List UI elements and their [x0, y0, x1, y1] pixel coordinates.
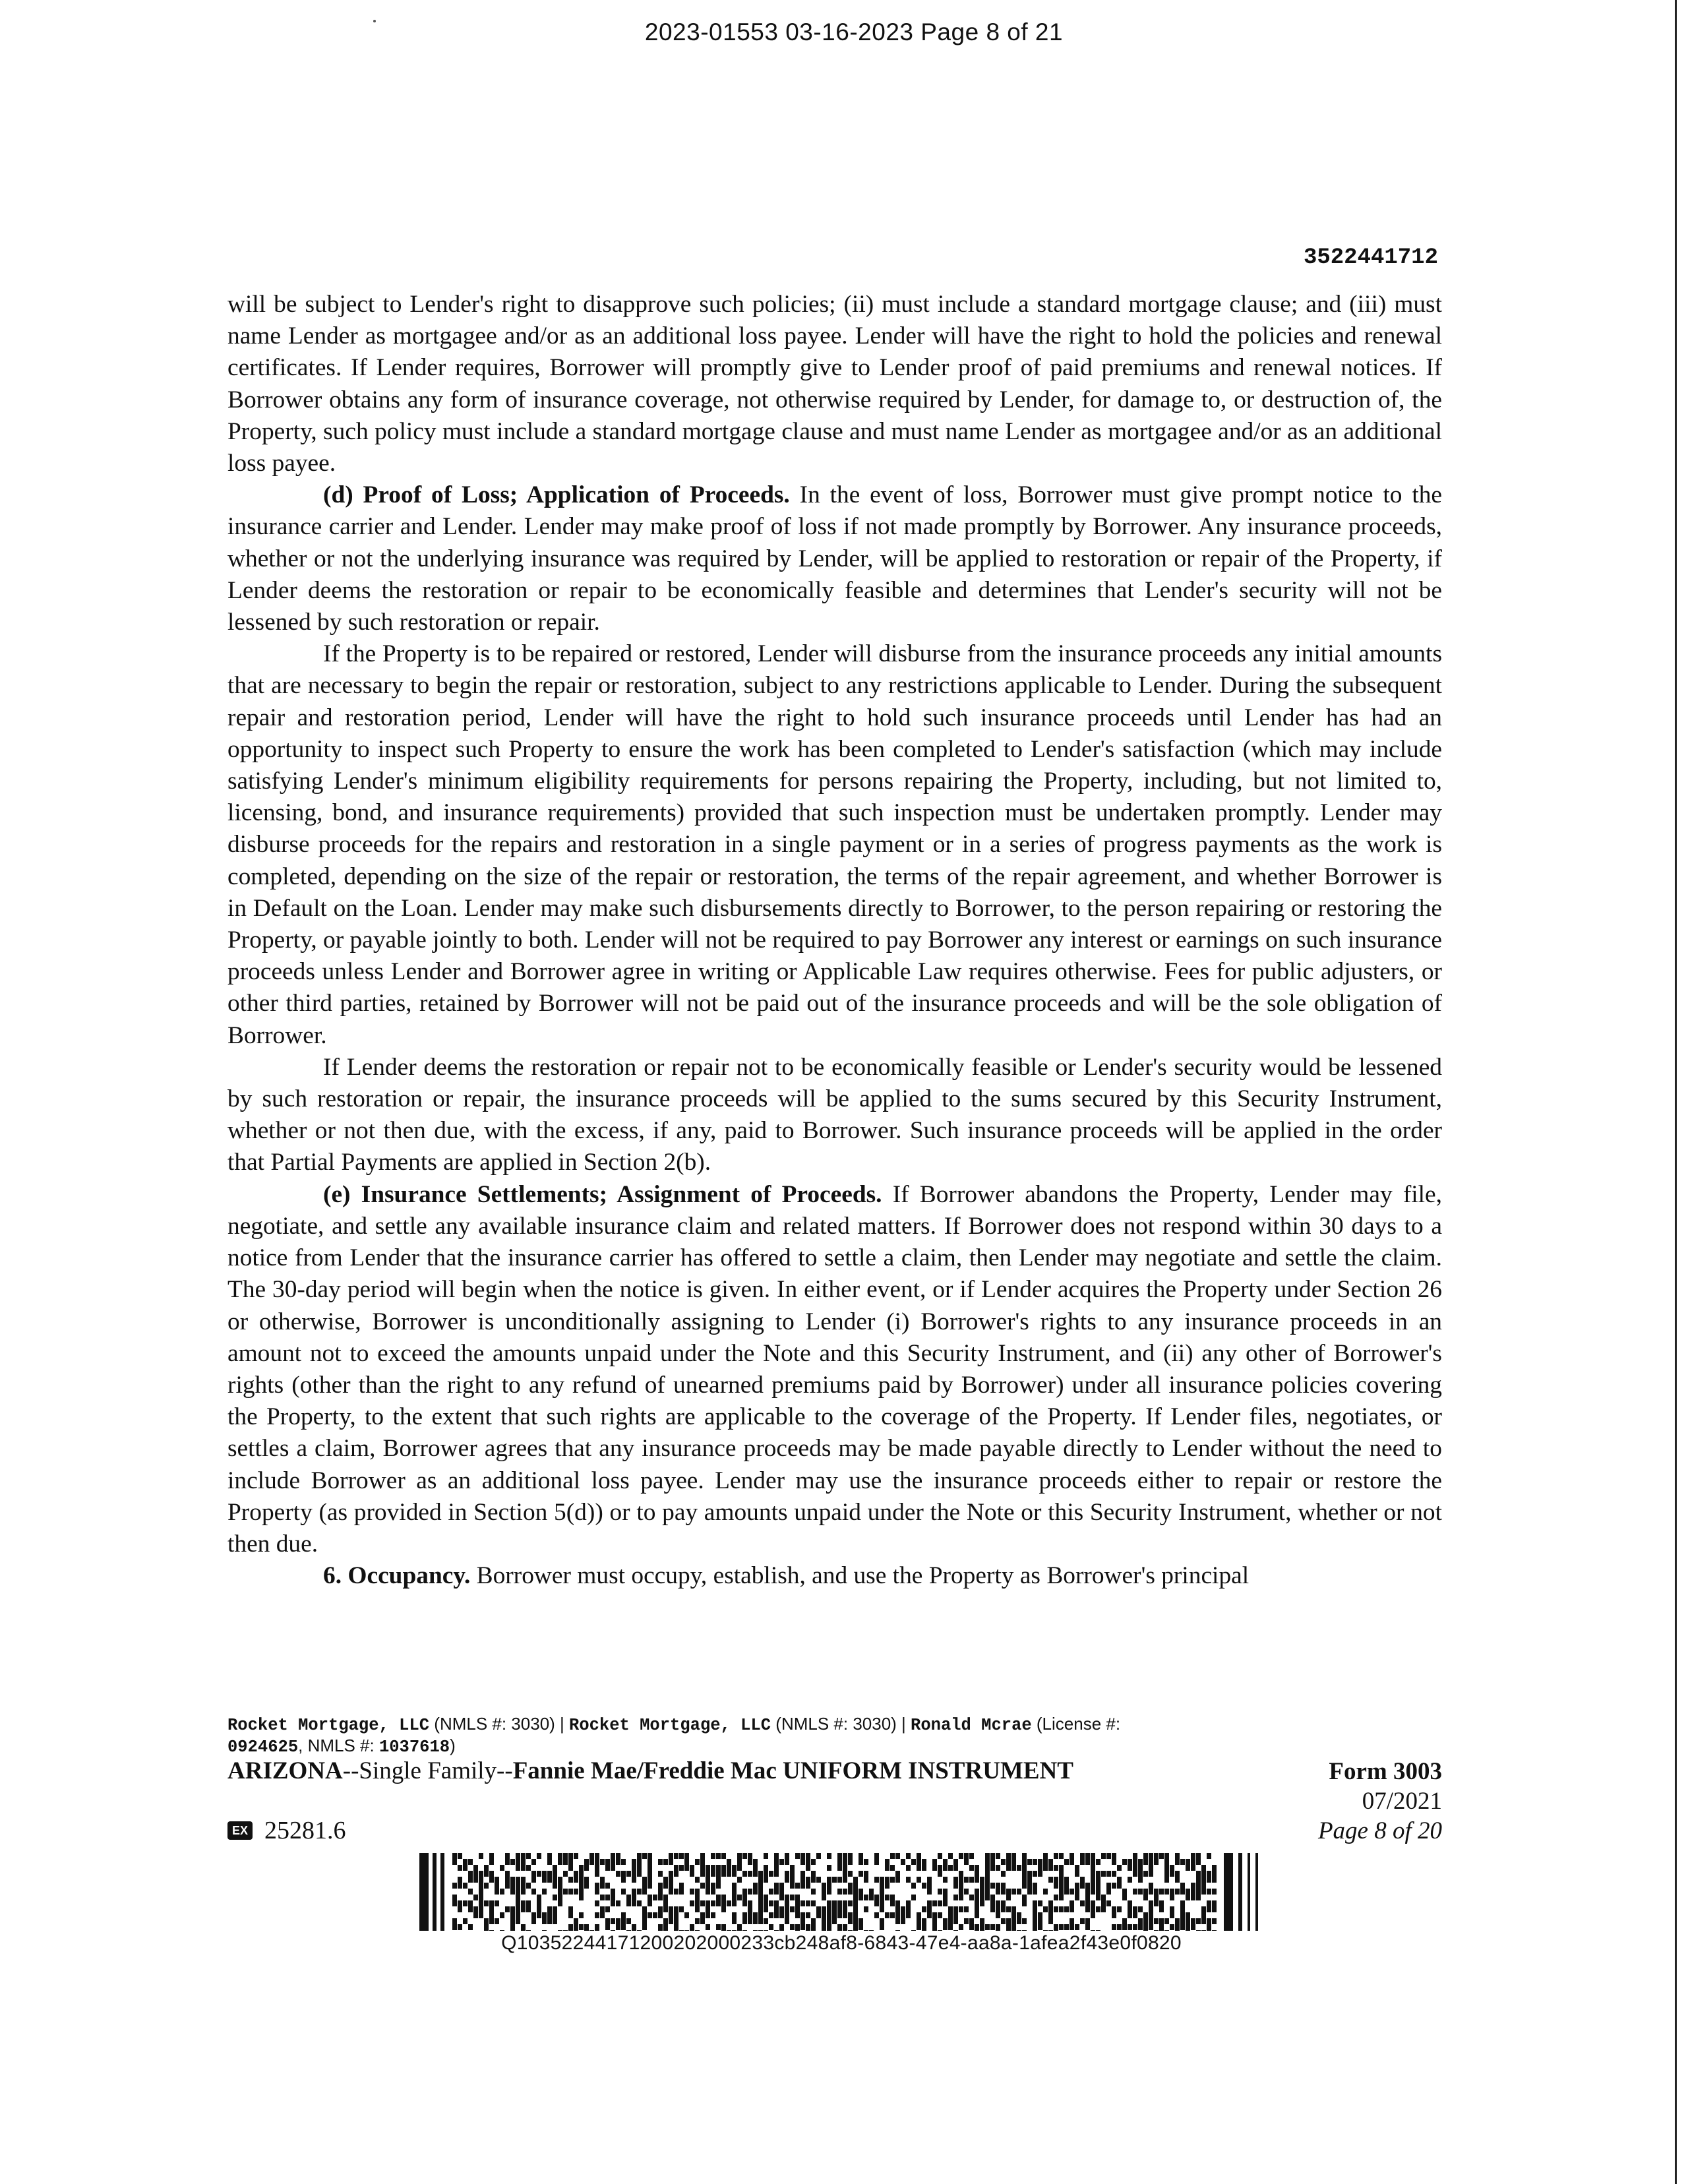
paragraph-occupancy	[227, 1560, 1442, 1592]
instrument-name: Fannie Mae/Freddie Mac UNIFORM INSTRUMENT	[512, 1757, 1073, 1784]
section-heading: 6. Occupancy.	[323, 1562, 471, 1590]
paragraph-text: In the event of loss, Borrower must give prompt notice to the insurance carrier and Lender. Lender may make proof of loss if not made promptly by Borrower. Any insurance proceeds, whether or not the underlying insurance was required by Lender, will be applied to restoration or repair of the Property, if Lender deems the restoration or repair to be economically feasible and determines that Lender's security will not be lessened by such restoration or repair.	[227, 481, 1442, 636]
nmls-text: (NMLS #: 3030) |	[429, 1714, 570, 1734]
license-number: 0924625	[227, 1738, 299, 1757]
paragraph-continued: will be subject to Lender's right to disapprove such policies; (ii) must include a standard mortgage clause; and (iii) must name Lender as mortgagee and/or as an additional loss payee. Lender will have the right to hold the policies and renewal certificates. If Lender requires, Borrower will promptly give to Lender proof of paid premiums and renewal notices. If Borrower obtains any form of insurance coverage, not otherwise required by Lender, for damage to, or destruction of, the Property, such policy must include a standard mortgage clause and must name Lender as mortgagee and/or as an additional loss payee.	[227, 291, 1442, 477]
lender-line	[227, 1714, 1442, 1757]
nmls-text: (NMLS #: 3030) |	[771, 1714, 911, 1734]
barcode-text: Q10352244171200202000233cb248af8-6843-47e4-aa8a-1afea2f43e0f0820	[501, 1932, 1182, 1954]
scan-edge-line	[1675, 0, 1677, 2184]
nmls-number: 1037618	[378, 1738, 450, 1757]
loan-number: 3522441712	[1303, 245, 1438, 270]
lender-name: Rocket Mortgage, LLC	[569, 1716, 771, 1735]
section-heading: (e) Insurance Settlements; Assignment of Proceeds.	[323, 1180, 882, 1208]
page-number: Page 8 of 20	[1317, 1817, 1442, 1844]
nmls-label: , NMLS #:	[298, 1736, 379, 1755]
paragraph-proof-of-loss	[227, 479, 1442, 638]
form-code	[227, 1816, 346, 1845]
originator-name: Ronald Mcrae	[911, 1716, 1032, 1735]
lender-name: Rocket Mortgage, LLC	[227, 1716, 430, 1735]
form-code-number: 25281.6	[264, 1817, 346, 1844]
property-type: --Single Family--	[342, 1757, 513, 1784]
paragraph-text: Borrower must occupy, establish, and use the Property as Borrower's principal	[470, 1562, 1250, 1590]
barcode-image	[419, 1853, 1263, 1931]
paragraph-not-feasible: If Lender deems the restoration or repair not to be economically feasible or Lender's security would be lessened by such restoration or repair, the insurance proceeds will be applied to the sums secured by this Security Instrument, whether or not then due, with the excess, if any, paid to Borrower. Such insurance proceeds will be applied in the order that Partial Payments are applied in Section 2(b).	[227, 1053, 1442, 1176]
close-paren: )	[450, 1736, 456, 1755]
paragraph-text: If Borrower abandons the Property, Lender may file, negotiate, and settle any available insurance claim and related matters. If Borrower does not respond within 30 days to a notice from Lender that the insurance carrier has offered to settle a claim, then Lender may negotiate and settle the claim. The 30-day period will begin when the notice is given. In either event, or if Lender acquires the Property under Section 26 or otherwise, Borrower is unconditionally assigning to Lender (i) Borrower's rights to any insurance proceeds in an amount not to exceed the amounts unpaid under the Note and this Security Instrument, and (ii) any other of Borrower's rights (other than the right to any refund of unearned premiums paid by Borrower) under all insurance policies covering the Property, to the extent that such rights are applicable to the coverage of the Property. If Lender files, negotiates, or settles a claim, Borrower agrees that any insurance proceeds may be made payable directly to Lender without the need to include Borrower as an additional loss payee. Lender may use the insurance proceeds either to repair or restore the Property (as provided in Section 5(d)) or to pay amounts unpaid under the Note or this Security Instrument, whether or not then due.	[227, 1180, 1442, 1558]
paragraph-insurance-settlements	[227, 1179, 1442, 1560]
license-label: (License #:	[1031, 1714, 1121, 1734]
ellie-mae-icon: EX	[227, 1821, 253, 1840]
form-number: Form 3003	[1329, 1758, 1442, 1785]
paragraph-repair: If the Property is to be repaired or restored, Lender will disburse from the insurance proceeds any initial amounts that are necessary to begin the repair or restoration, subject to any restrictions applicable to Lender. During the subsequent repair and restoration period, Lender will have the right to hold such insurance proceeds until Lender has had an opportunity to inspect such Property to ensure the work has been completed to Lender's satisfaction (which may include satisfying Lender's minimum eligibility requirements for persons repairing the Property, including, but not limited to, licensing, bond, and insurance requirements) provided that such inspection must be undertaken promptly. Lender may disburse proceeds for the repairs and restoration in a single payment or in a series of progress payments as the work is completed, depending on the size of the repair or restoration, the terms of the repair agreement, and whether Borrower is in Default on the Loan. Lender may make such disbursements directly to Borrower, to the person repairing or restoring the Property, or payable jointly to both. Lender will not be required to pay Borrower any interest or earnings on such insurance proceeds unless Lender and Borrower agree in writing or Applicable Law requires otherwise. Fees for public adjusters, or other third parties, retained by Borrower will not be paid out of the insurance proceeds and will be the sole obligation of Borrower.	[227, 640, 1442, 1049]
state-name: ARIZONA	[227, 1757, 343, 1784]
form-date: 07/2021	[1362, 1788, 1442, 1815]
form-info	[1318, 1757, 1442, 1846]
section-heading: (d) Proof of Loss; Application of Proceeds.	[323, 481, 790, 509]
document-body	[227, 289, 1442, 1592]
recording-stamp: 2023-01553 03-16-2023 Page 8 of 21	[644, 18, 1064, 46]
instrument-title	[227, 1757, 1073, 1786]
